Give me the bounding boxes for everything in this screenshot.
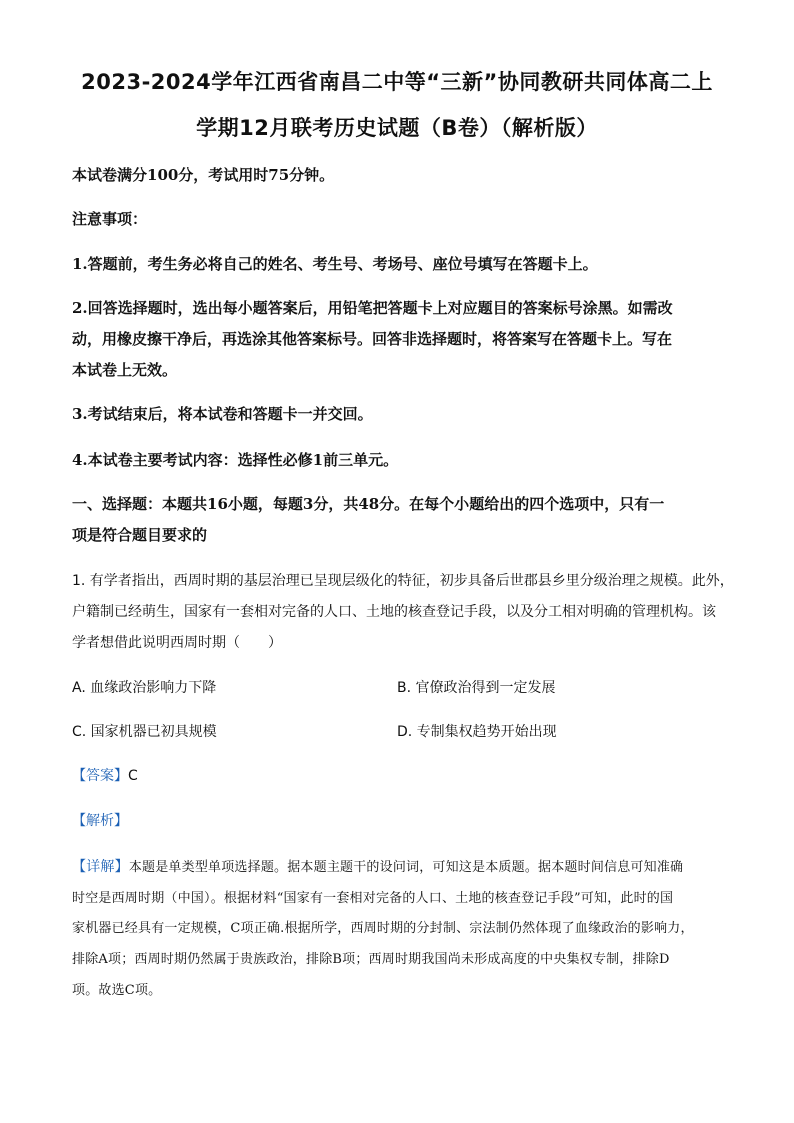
detail-tag: 【详解】 [72,859,129,875]
answer-value: C [128,768,138,784]
note-2-line-3: 本试卷上无效。 [72,361,178,379]
detail-line-5: 项。故选C项。 [72,983,162,998]
section-heading-line-2: 项是符合题目要求的 [72,526,208,544]
analysis-line [72,810,732,830]
question-1-line-3: 学者想借此说明西周时期（ ） [72,635,282,651]
option-d: D. 专制集权趋势开始出现 [397,724,557,740]
detail-text-1: 本题是单类型单项选择题。据本题主题干的设问词，可知这是本质题。据本题时间信息可知准确 [128,860,684,875]
document-title-line-1: 2023-2024学年江西省南昌二中等“三新”协同教研共同体高二上 [81,70,713,94]
answer-line [72,765,732,785]
detail-line-4: 排除A项；西周时期仍然属于贵族政治，排除B项；西周时期我国尚未形成高度的中央集权专制，排除D [72,952,670,967]
question-1-line-2: 户籍制已经萌生，国家有一套相对完备的人口、土地的核查登记手段，以及分工相对明确的管理机构。该 [72,604,716,620]
exam-intro: 本试卷满分100分，考试用时75分钟。 [72,166,335,184]
answer-tag: 【答案】 [72,768,128,784]
note-4: 4.本试卷主要考试内容：选择性必修1前三单元。 [72,451,399,469]
detail-line-2: 时空是西周时期（中国）。根据材料“国家有一套相对完备的人口、土地的核查登记手段”可知，此时的国 [72,891,674,906]
option-a: A. 血缘政治影响力下降 [72,680,217,696]
note-3: 3.考试结束后，将本试卷和答题卡一并交回。 [72,405,373,423]
note-2-line-2: 动，用橡皮擦干净后，再选涂其他答案标号。回答非选择题时，将答案写在答题卡上。写在 [72,330,673,348]
note-2-line-1: 2.回答选择题时，选出每小题答案后，用铅笔把答题卡上对应题目的答案标号涂黑。如需改 [72,299,673,317]
detail-line-3: 家机器已经具有一定规模，C项正确.根据所学，西周时期的分封制、宗法制仍然体现了血缘政治的影响力， [72,921,694,936]
option-b: B. 官僚政治得到一定发展 [397,680,556,696]
note-1: 1.答题前，考生务必将自己的姓名、考生号、考场号、座位号填写在答题卡上。 [72,255,598,273]
question-1-line-1: 1. 有学者指出，西周时期的基层治理已呈现层级化的特征，初步具备后世郡县乡里分级治理之规模。此外， [72,573,734,589]
option-c: C. 国家机器已初具规模 [72,724,217,740]
detail-line-1 [72,856,732,876]
section-heading-line-1: 一、选择题：本题共16小题，每题3分，共48分。在每个小题给出的四个选项中，只有一 [72,495,665,513]
document-title-line-2: 学期12月联考历史试题（B卷）（解析版） [196,116,598,140]
analysis-tag: 【解析】 [72,813,128,829]
notes-heading: 注意事项： [72,210,148,228]
